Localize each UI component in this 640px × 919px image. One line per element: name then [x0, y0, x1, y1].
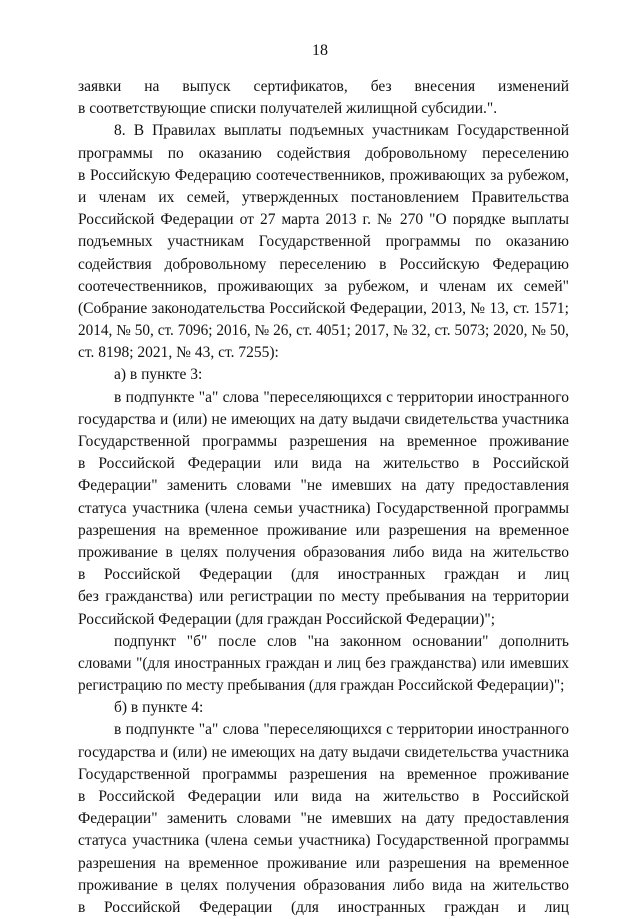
- paragraph: [78, 120, 569, 364]
- paragraph-line: разрешения на временное проживание или разрешения на временное: [78, 854, 569, 872]
- paragraph-line: в подпункте "а" слова "переселяющихся с территории иностранного: [114, 721, 569, 739]
- paragraph-line: проживание в целях получения образования либо вида на жительство: [78, 876, 569, 894]
- paragraph-line: подъемных участникам Государственной программы по оказанию: [78, 233, 569, 251]
- paragraph-line: в Российской Федерации или вида на жительство в Российской: [78, 455, 569, 473]
- paragraph-line: в Российской Федерации (для иностранных граждан и лиц: [78, 566, 569, 584]
- page-number: 18: [312, 42, 328, 59]
- paragraph-line: соотечественников, проживающих за рубежом, и членам их семей": [78, 277, 569, 295]
- paragraph: [78, 364, 569, 386]
- paragraph: [78, 387, 569, 631]
- paragraph-line: в Российскую Федерацию соотечественников, проживающих за рубежом,: [78, 166, 569, 184]
- document-body: [78, 76, 569, 919]
- paragraph-line: программы по оказанию содействия добровольному переселению: [78, 144, 569, 162]
- paragraph-line: без гражданства) или регистрации по месту пребывания на территории: [78, 588, 569, 606]
- paragraph-line: статуса участника (члена семьи участника) Государственной программы: [78, 499, 569, 517]
- paragraph-line: государства и (или) не имеющих на дату выдачи свидетельства участника: [78, 743, 569, 761]
- paragraph-line: и членам их семей, утвержденных постановлением Правительства: [78, 188, 569, 206]
- paragraph: [78, 719, 569, 919]
- paragraph: [78, 76, 569, 120]
- paragraph-line: проживание в целях получения образования либо вида на жительство: [78, 543, 569, 561]
- paragraph-line: в Российской Федерации или вида на жительство в Российской: [78, 788, 569, 805]
- paragraph-line: содействия добровольному переселению в Российскую Федерацию: [78, 255, 569, 273]
- paragraph-line: в Российской Федерации (для иностранных граждан и лиц: [78, 898, 569, 916]
- paragraph-line: б) в пункте 4:: [114, 699, 204, 717]
- paragraph-line: Федерации" заменить словами "не имевших на дату предоставления: [78, 810, 569, 828]
- paragraph: [78, 631, 569, 698]
- paragraph-line: Государственной программы разрешения на временное проживание: [78, 765, 569, 783]
- paragraph-line: а) в пункте 3:: [114, 366, 203, 384]
- paragraph-line: Российской Федерации (для граждан Российской Федерации)";: [78, 610, 496, 628]
- paragraph: [78, 697, 569, 719]
- paragraph-line: заявки на выпуск сертификатов, без внесения изменений: [78, 78, 569, 95]
- paragraph-line: Федерации" заменить словами "не имевших на дату предоставления: [78, 477, 569, 495]
- paragraph-line: 2014, № 50, ст. 7096; 2016, № 26, ст. 4051; 2017, № 32, ст. 5073; 2020, № 50,: [78, 322, 569, 340]
- paragraph-line: (Собрание законодательства Российской Федерации, 2013, № 13, ст. 1571;: [78, 299, 569, 317]
- paragraph-line: в подпункте "а" слова "переселяющихся с территории иностранного: [114, 388, 569, 406]
- paragraph-line: в соответствующие списки получателей жилищной субсидии.".: [78, 100, 498, 118]
- paragraph-line: статуса участника (члена семьи участника) Государственной программы: [78, 832, 569, 850]
- paragraph-line: подпункт "б" после слов "на законном основании" дополнить: [114, 632, 569, 650]
- paragraph-line: 8. В Правилах выплаты подъемных участникам Государственной: [114, 122, 569, 140]
- paragraph-line: регистрацию по месту пребывания (для граждан Российской Федерации)";: [78, 677, 565, 695]
- paragraph-line: словами "(для иностранных граждан и лиц без гражданства) или имевших: [78, 654, 569, 672]
- paragraph-line: государства и (или) не имеющих на дату выдачи свидетельства участника: [78, 410, 569, 428]
- paragraph-line: ст. 8198; 2021, № 43, ст. 7255):: [78, 344, 279, 362]
- paragraph-line: Российской Федерации от 27 марта 2013 г. № 270 "О порядке выплаты: [78, 211, 569, 229]
- paragraph-line: Государственной программы разрешения на временное проживание: [78, 433, 569, 450]
- paragraph-line: разрешения на временное проживание или разрешения на временное: [78, 521, 569, 539]
